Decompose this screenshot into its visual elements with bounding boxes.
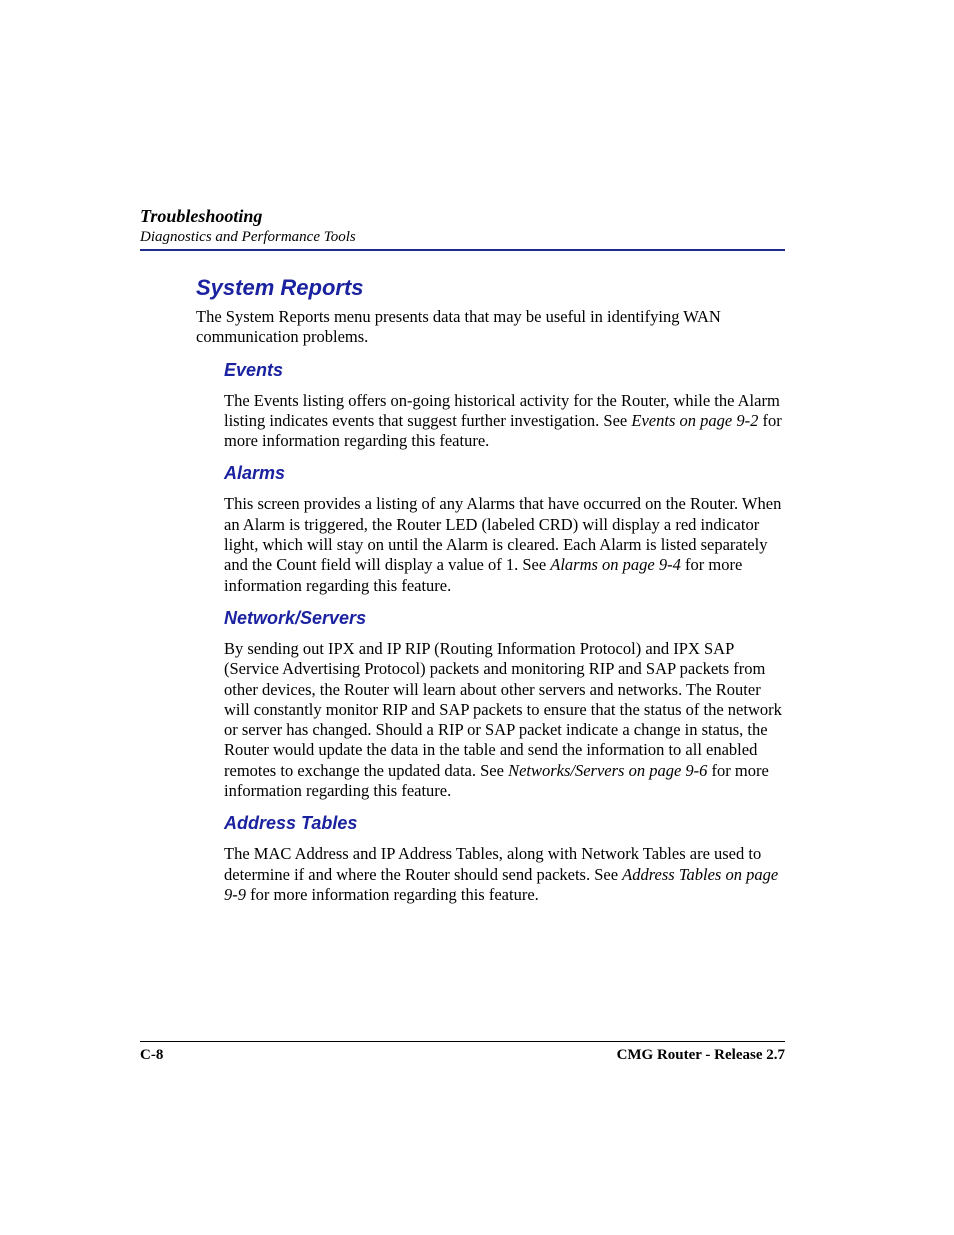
main-content: [196, 273, 786, 915]
chapter-title: Troubleshooting: [140, 206, 263, 226]
footer-rule: [140, 1041, 785, 1042]
subsection-title-alarms: Alarms: [224, 463, 286, 484]
product-release: CMG Router - Release 2.7: [616, 1047, 785, 1063]
paragraph-text: for more information regarding this feature.: [224, 760, 769, 801]
paragraph-text: The Events listing offers on-going historical activity for the Router, while the Alarm listing indicates events that suggest further investigation. See: [224, 390, 780, 430]
subsection-title-network-servers: Network/Servers: [224, 607, 367, 628]
paragraph-address-tables: [224, 844, 784, 905]
paragraph-text: This screen provides a listing of any Alarms that have occurred on the Router. When an Alarm is triggered, the Router LED (labeled CRD) will display a red indicator light, which will stay on until the Alarm is cleared. Each Alarm is listed separately and the Count field will display a value of 1. See: [224, 494, 782, 575]
paragraph-alarms: [224, 494, 784, 595]
paragraph-text: for more information regarding this feature.: [224, 555, 743, 595]
subsection-title-address-tables: Address Tables: [224, 813, 358, 834]
running-header: [140, 205, 785, 247]
subsection-events: [224, 358, 784, 452]
subsection-title-events: Events: [224, 359, 284, 380]
section-intro: The System Reports menu presents data that may be useful in identifying WAN communication problems.: [196, 307, 721, 347]
paragraph-text: for more information regarding this feature.: [246, 884, 539, 904]
subsection-address-tables: [224, 811, 784, 905]
paragraph-text: for more information regarding this feature.: [224, 410, 782, 451]
page-number: C-8: [140, 1047, 164, 1063]
subsection-network-servers: [224, 606, 784, 801]
cross-reference-link[interactable]: Alarms on page 9-4: [550, 555, 681, 575]
paragraph-network-servers: [224, 639, 784, 801]
page-footer: [140, 1045, 785, 1065]
cross-reference-link[interactable]: Networks/Servers on page 9-6: [508, 760, 708, 780]
cross-reference-link[interactable]: Events on page 9-2: [631, 410, 759, 430]
paragraph-events: [224, 391, 784, 452]
paragraph-text: By sending out IPX and IP RIP (Routing Information Protocol) and IPX SAP (Service Advertising Protocol) packets and monitoring RIP and SAP packets from other devices, the Router will learn about other servers and networks. The Router will constantly monitor RIP and SAP packets to ensure that the status of the network or server has changed. Should a RIP or SAP packet indicate a change in status, the Router would update the data in the table and send the information to all enabled remotes to exchange the updated data. See: [224, 638, 782, 780]
header-rule: [140, 249, 785, 251]
section-title: System Reports: [196, 275, 364, 300]
subsection-alarms: [224, 461, 784, 595]
section-subtitle: Diagnostics and Performance Tools: [140, 229, 356, 245]
paragraph-text: The MAC Address and IP Address Tables, along with Network Tables are used to determine if and where the Router should send packets. See: [224, 844, 762, 884]
cross-reference-link[interactable]: Address Tables on page 9-9: [224, 864, 779, 904]
